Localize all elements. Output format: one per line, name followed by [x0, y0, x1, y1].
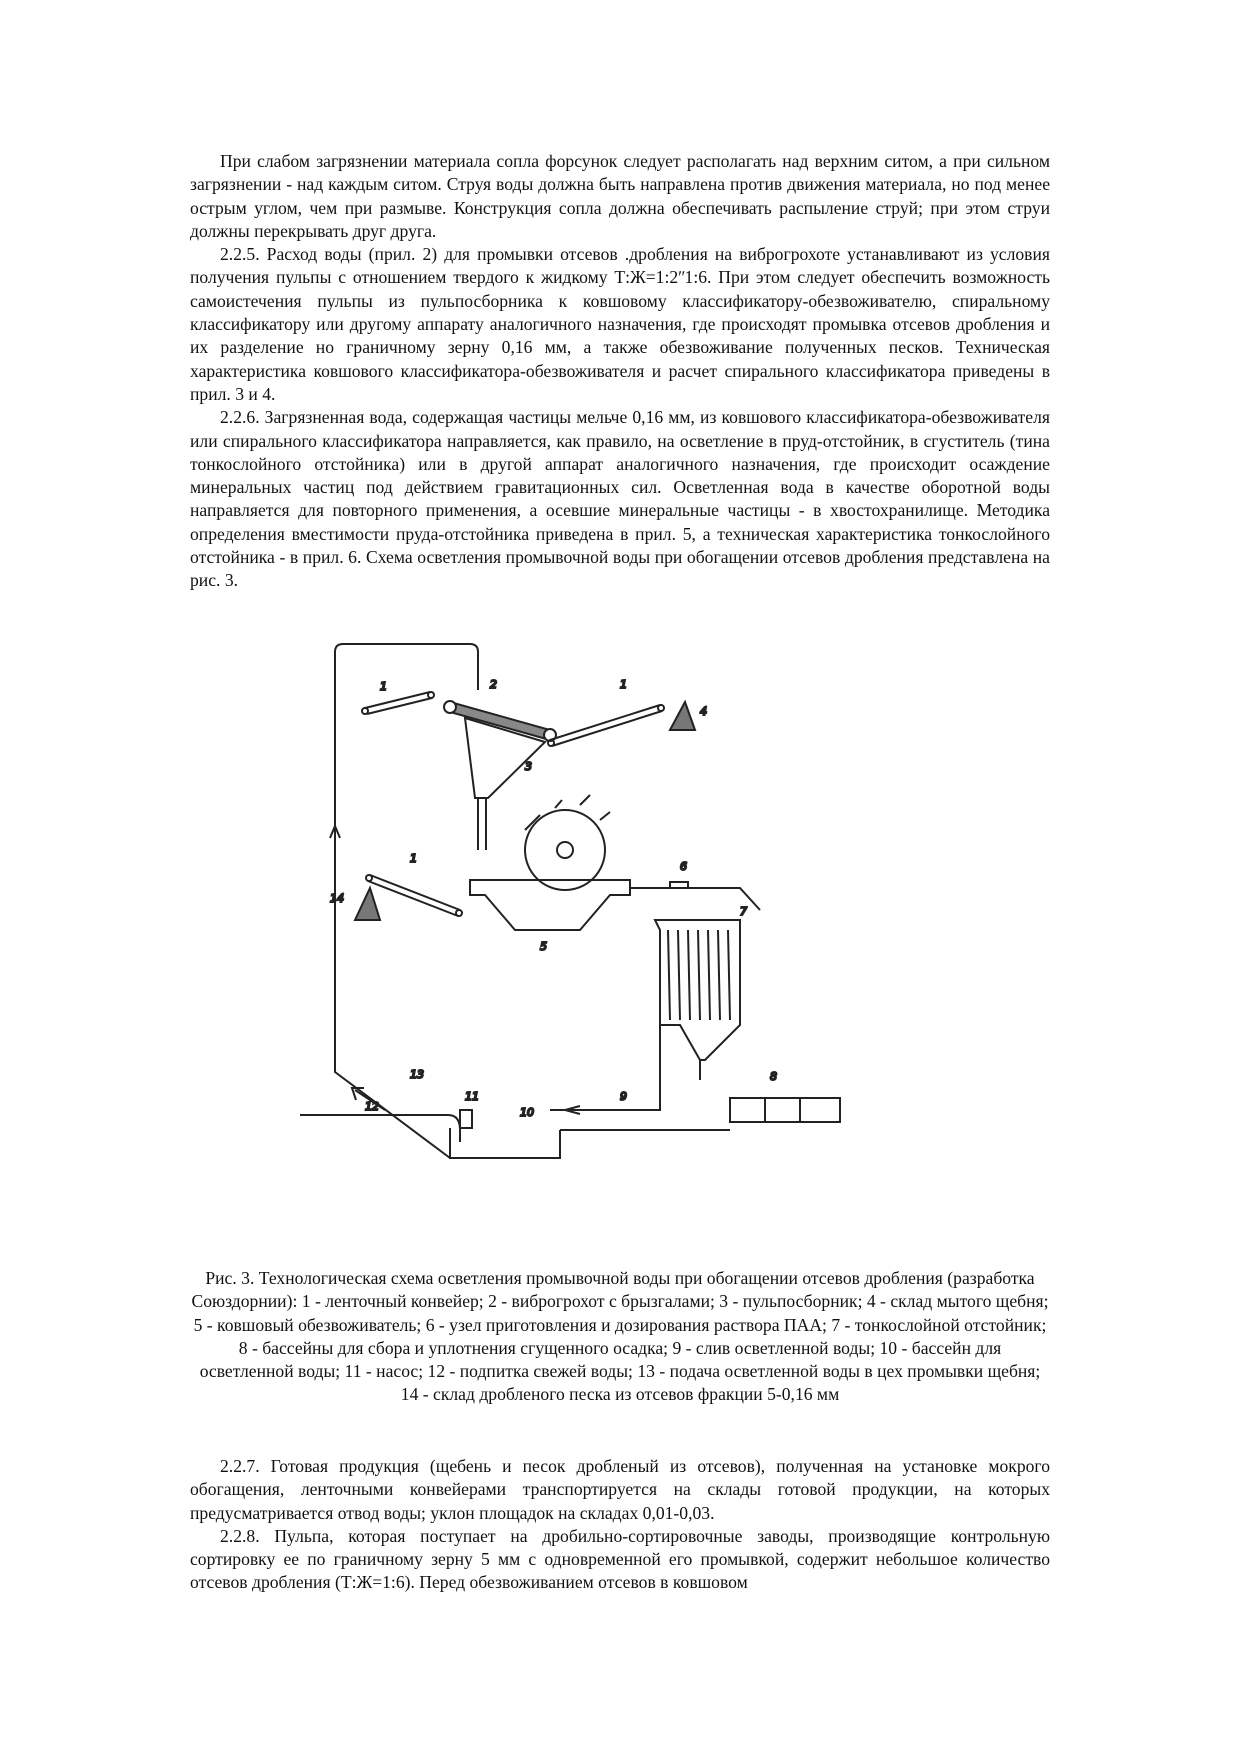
overflow-line — [550, 960, 660, 1114]
conveyor-right — [550, 705, 662, 746]
label-12: 12 — [365, 1100, 379, 1113]
conveyor-top-left — [365, 692, 432, 714]
label-9: 9 — [620, 1090, 627, 1103]
label-14: 14 — [330, 892, 344, 905]
label-4: 4 — [700, 705, 707, 718]
basins — [730, 1098, 840, 1122]
label-3: 3 — [525, 760, 532, 773]
paragraph-2-2-8: 2.2.8. Пульпа, которая поступает на дробильно-сортировочные заводы, производящие контрольную сортировку ее по граничному зерну 5 мм с одновременной его промывкой, содержит небольшое количество отсевов дробления (Т:Ж=1:6). Перед обезвоживанием отсевов в ковшовом — [190, 1525, 1050, 1593]
paragraph-2-2-5: 2.2.5. Расход воды (прил. 2) для промывки отсевов .дробления на виброгрохоте устанавливают из условия получения пульпы с отношением твердого к жидкому Т:Ж=1:2ʺ1:6. При этом следует обеспечить возможность самоистечения пульпы из пульпосборника к ковшовому классификатору-обезвоживателю, спиральному классификатору или другому аппарату аналогичного назначения, где происходят промывка отсевов дробления и их разделение но граничному зерну 0,16 мм, а также обезвоживание полученных песков. Техническая характеристика ковшового классификатора-обезвоживателя и расчет спирального классификатора приведены в прил. 3 и 4. — [190, 244, 1050, 404]
conveyor-bottom-left — [368, 875, 460, 916]
label-1-right: 1 — [620, 678, 627, 691]
label-13: 13 — [410, 1068, 424, 1081]
label-7: 7 — [740, 905, 747, 918]
up-arrow — [330, 826, 340, 860]
label-1-bottom: 1 — [410, 852, 417, 865]
stockpile-gravel — [670, 702, 695, 730]
paragraph-2-2-6: 2.2.6. Загрязненная вода, содержащая частицы мельче 0,16 мм, из ковшового классификатора-обезвоживателя или спирального классификатора направляется, как правило, на осветление в пруд-отстойник, в сгуститель (тина тонкослойного отстойника) или в другой аппарат аналогичного назначения, где происходит осаждение минеральных частиц под действием гравитационных сил. Осветленная вода в качестве оборотной воды направляется для повторного применения, а осевшие минеральные частицы - в хвостохранилище. Методика определения вместимости пруда-отстойника приведена в прил. 5, а техническая характеристика тонкослойного отстойника - в прил. 6. Схема осветления промывочной воды при обогащении отсевов дробления представлена на рис. 3. — [190, 407, 1050, 591]
label-11: 11 — [465, 1090, 479, 1103]
paragraph-1: При слабом загрязнении материала сопла форсунок следует располагать над верхним ситом, а при сильном загрязнении - над каждым ситом. Струя воды должна быть направлена против движения материала, но под менее острым углом, чем при размыве. Конструкция сопла должна обеспечивать распыление струй; при этом струи должны перекрывать друг друга. — [190, 151, 1050, 241]
pump — [460, 1110, 472, 1128]
paragraph-2-2-7: 2.2.7. Готовая продукция (щебень и песок дробленый из отсевов), полученная на установке мокрого обогащения, ленточными конвейерами транспортируется на склады готовой продукции, на которых предусматривается отвод воды; уклон площадок на складах 0,01-0,03. — [190, 1456, 1050, 1523]
process-diagram — [300, 630, 960, 1250]
label-1-top: 1 — [380, 680, 387, 693]
label-6: 6 — [680, 860, 687, 873]
label-5: 5 — [540, 940, 547, 953]
label-10: 10 — [520, 1106, 534, 1119]
figure-caption: Рис. 3. Технологическая схема осветления промывочной воды при обогащении отсевов дробления (разработка Союздорнии): 1 - ленточный конвейер; 2 - виброгрохот с брызгалами; 3 - пульпосборник; 4 - склад мытого щебня; 5 - ковшовый обезвоживатель; 6 - узел приготовления и дозирования раствора ПАА; 7 - тонкослойной отстойник; 8 - бассейны для сбора и уплотнения сгущенного осадка; 9 - слив осветленной воды; 10 - бассейн для осветленной воды; 11 - насос; 12 - подпитка свежей воды; 13 - подача осветленной воды в цех промывки щебня; 14 - склад дробленого песка из отсевов фракции 5-0,16 мм — [191, 1268, 1049, 1405]
label-2: 2 — [490, 678, 497, 691]
body-text-top — [190, 150, 1050, 593]
return-line — [335, 644, 478, 1158]
fresh-water-line — [300, 1115, 460, 1142]
body-text-bottom — [190, 1455, 1050, 1595]
label-8: 8 — [770, 1070, 777, 1083]
stockpile-sand — [355, 888, 380, 920]
